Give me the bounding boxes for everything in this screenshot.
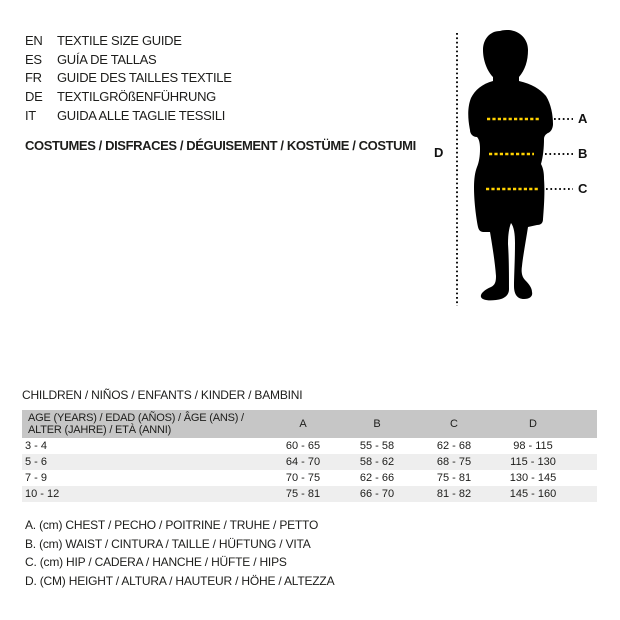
- value-cell-d: 98 - 115: [513, 440, 553, 452]
- child-silhouette: [468, 30, 553, 300]
- age-cell: 10 - 12: [25, 488, 60, 500]
- language-code: EN: [25, 32, 43, 48]
- language-row: [25, 50, 232, 69]
- age-header-cell: [22, 410, 267, 438]
- language-row: [25, 69, 232, 88]
- label-d: D: [434, 145, 444, 160]
- measurement-legend: [25, 516, 334, 591]
- col-header-spacer: [573, 410, 597, 438]
- value-cell-b: 58 - 62: [359, 456, 395, 468]
- col-header-a: A: [267, 410, 339, 438]
- table-row: [22, 470, 597, 486]
- value-cell-d: 130 - 145: [509, 472, 557, 484]
- value-cell-d: 145 - 160: [509, 488, 557, 500]
- table-row: [22, 454, 597, 470]
- age-header-line1: AGE (YEARS) / EDAD (AÑOS) / ÂGE (ANS) /: [28, 411, 244, 424]
- language-code: FR: [25, 70, 42, 86]
- value-cell-a: 60 - 65: [285, 440, 321, 452]
- table-row: [22, 438, 597, 454]
- age-cell: 7 - 9: [25, 472, 48, 484]
- language-label: GUIDE DES TAILLES TEXTILE: [57, 70, 232, 86]
- language-code: DE: [25, 89, 43, 105]
- language-code: IT: [25, 108, 36, 124]
- language-list: [25, 31, 232, 125]
- value-cell-a: 64 - 70: [285, 456, 321, 468]
- size-table: [22, 410, 597, 502]
- col-header-c: C: [415, 410, 493, 438]
- value-cell-c: 75 - 81: [436, 472, 472, 484]
- value-cell-c: 81 - 82: [436, 488, 472, 500]
- value-cell-a: 70 - 75: [285, 472, 321, 484]
- value-cell-b: 62 - 66: [359, 472, 395, 484]
- legend-item-chest: A. (cm) CHEST / PECHO / POITRINE / TRUHE / PETTO: [25, 518, 319, 532]
- label-b: B: [578, 146, 588, 161]
- col-header-d: D: [493, 410, 573, 438]
- language-row: [25, 106, 232, 125]
- language-row: [25, 31, 232, 50]
- label-c: C: [578, 181, 588, 196]
- label-a: A: [578, 111, 588, 126]
- age-header-line2: ALTER (JAHRE) / ETÀ (ANNI): [28, 424, 172, 436]
- legend-item-waist: B. (cm) WAIST / CINTURA / TAILLE / HÜFTUNG / VITA: [25, 536, 311, 551]
- table-row: [22, 486, 597, 502]
- language-row: [25, 87, 232, 106]
- child-figure-diagram: [420, 20, 620, 310]
- col-header-b: B: [339, 410, 415, 438]
- table-header-row: [22, 410, 597, 438]
- value-cell-b: 66 - 70: [359, 488, 395, 500]
- table-title: CHILDREN / NIÑOS / ENFANTS / KINDER / BAMBINI: [22, 388, 303, 402]
- age-cell: 3 - 4: [25, 440, 48, 452]
- category-title: COSTUMES / DISFRACES / DÉGUISEMENT / KOSTÜME / COSTUMI: [25, 138, 416, 153]
- value-cell-b: 55 - 58: [359, 440, 395, 452]
- value-cell-c: 62 - 68: [436, 440, 472, 452]
- legend-item-height: D. (CM) HEIGHT / ALTURA / HAUTEUR / HÖHE / ALTEZZA: [25, 574, 335, 589]
- value-cell-a: 75 - 81: [285, 488, 321, 500]
- language-label: TEXTILGRÖßENFÜHRUNG: [57, 89, 216, 105]
- age-cell: 5 - 6: [25, 456, 48, 468]
- language-label: GUÍA DE TALLAS: [57, 51, 157, 67]
- value-cell-d: 115 - 130: [510, 456, 556, 468]
- value-cell-c: 68 - 75: [436, 456, 472, 468]
- legend-item-hip: C. (cm) HIP / CADERA / HANCHE / HÜFTE / HIPS: [25, 555, 287, 570]
- language-code: ES: [25, 51, 42, 67]
- language-label: TEXTILE SIZE GUIDE: [57, 32, 182, 48]
- language-label: GUIDA ALLE TAGLIE TESSILI: [57, 108, 226, 124]
